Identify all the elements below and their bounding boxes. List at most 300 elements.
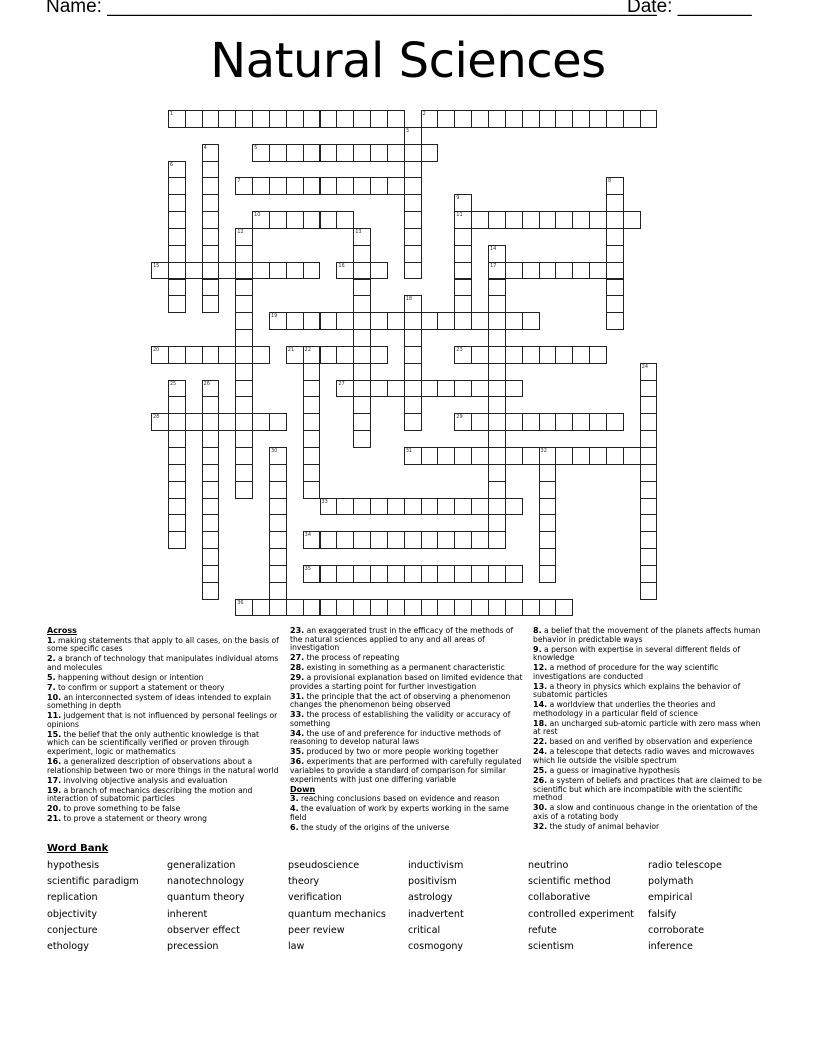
grid-cell[interactable] (303, 380, 321, 398)
grid-cell[interactable] (151, 262, 169, 280)
grid-cell[interactable] (168, 110, 186, 128)
grid-cell[interactable] (572, 447, 590, 465)
grid-cell[interactable] (640, 430, 658, 448)
grid-cell[interactable] (353, 279, 371, 297)
grid-cell[interactable] (606, 194, 624, 212)
grid-cell[interactable] (168, 346, 186, 364)
grid-cell[interactable] (353, 599, 371, 617)
grid-cell[interactable] (235, 464, 253, 482)
grid-cell[interactable] (353, 144, 371, 162)
grid-cell[interactable] (505, 447, 523, 465)
grid-cell[interactable] (252, 211, 270, 229)
grid-cell[interactable] (505, 380, 523, 398)
grid-cell[interactable] (572, 262, 590, 280)
grid-cell[interactable] (353, 329, 371, 347)
grid-cell[interactable] (185, 110, 203, 128)
grid-cell[interactable] (522, 413, 540, 431)
grid-cell[interactable] (640, 548, 658, 566)
grid-cell[interactable] (640, 396, 658, 414)
grid-cell[interactable] (522, 312, 540, 330)
grid-cell[interactable] (286, 346, 304, 364)
grid-cell[interactable] (303, 144, 321, 162)
grid-cell[interactable] (404, 413, 422, 431)
grid-cell[interactable] (488, 295, 506, 313)
grid-cell[interactable] (522, 447, 540, 465)
grid-cell[interactable] (505, 312, 523, 330)
grid-cell[interactable] (404, 161, 422, 179)
grid-cell[interactable] (488, 380, 506, 398)
grid-cell[interactable] (286, 144, 304, 162)
grid-cell[interactable] (505, 565, 523, 583)
grid-cell[interactable] (505, 211, 523, 229)
grid-cell[interactable] (471, 531, 489, 549)
grid-cell[interactable] (370, 498, 388, 516)
grid-cell[interactable] (202, 498, 220, 516)
grid-cell[interactable] (303, 481, 321, 499)
grid-cell[interactable] (606, 177, 624, 195)
grid-cell[interactable] (303, 346, 321, 364)
grid-cell[interactable] (589, 346, 607, 364)
grid-cell[interactable] (336, 599, 354, 617)
grid-cell[interactable] (252, 413, 270, 431)
grid-cell[interactable] (640, 481, 658, 499)
grid-cell[interactable] (235, 380, 253, 398)
grid-cell[interactable] (471, 413, 489, 431)
grid-cell[interactable] (589, 413, 607, 431)
grid-cell[interactable] (454, 413, 472, 431)
grid-cell[interactable] (151, 413, 169, 431)
grid-cell[interactable] (404, 346, 422, 364)
grid-cell[interactable] (539, 565, 557, 583)
grid-cell[interactable] (370, 144, 388, 162)
grid-cell[interactable] (387, 565, 405, 583)
grid-cell[interactable] (421, 531, 439, 549)
grid-cell[interactable] (286, 262, 304, 280)
grid-cell[interactable] (505, 262, 523, 280)
grid-cell[interactable] (606, 413, 624, 431)
grid-cell[interactable] (336, 110, 354, 128)
grid-cell[interactable] (505, 346, 523, 364)
grid-cell[interactable] (235, 295, 253, 313)
grid-cell[interactable] (471, 211, 489, 229)
grid-cell[interactable] (202, 413, 220, 431)
grid-cell[interactable] (370, 110, 388, 128)
grid-cell[interactable] (522, 599, 540, 617)
grid-cell[interactable] (370, 565, 388, 583)
grid-cell[interactable] (589, 211, 607, 229)
grid-cell[interactable] (269, 464, 287, 482)
grid-cell[interactable] (539, 110, 557, 128)
grid-cell[interactable] (202, 380, 220, 398)
grid-cell[interactable] (336, 262, 354, 280)
grid-cell[interactable] (269, 565, 287, 583)
grid-cell[interactable] (488, 481, 506, 499)
grid-cell[interactable] (522, 110, 540, 128)
grid-cell[interactable] (269, 177, 287, 195)
grid-cell[interactable] (454, 346, 472, 364)
grid-cell[interactable] (437, 599, 455, 617)
grid-cell[interactable] (539, 346, 557, 364)
grid-cell[interactable] (539, 447, 557, 465)
grid-cell[interactable] (522, 211, 540, 229)
grid-cell[interactable] (235, 396, 253, 414)
grid-cell[interactable] (555, 346, 573, 364)
grid-cell[interactable] (303, 447, 321, 465)
grid-cell[interactable] (269, 531, 287, 549)
grid-cell[interactable] (606, 279, 624, 297)
grid-cell[interactable] (269, 599, 287, 617)
grid-cell[interactable] (235, 346, 253, 364)
grid-cell[interactable] (404, 177, 422, 195)
grid-cell[interactable] (303, 531, 321, 549)
grid-cell[interactable] (454, 312, 472, 330)
grid-cell[interactable] (640, 363, 658, 381)
grid-cell[interactable] (488, 211, 506, 229)
grid-cell[interactable] (336, 177, 354, 195)
grid-cell[interactable] (168, 464, 186, 482)
grid-cell[interactable] (387, 110, 405, 128)
grid-cell[interactable] (404, 228, 422, 246)
grid-cell[interactable] (421, 498, 439, 516)
grid-cell[interactable] (539, 262, 557, 280)
grid-cell[interactable] (387, 177, 405, 195)
grid-cell[interactable] (353, 363, 371, 381)
grid-cell[interactable] (168, 430, 186, 448)
grid-cell[interactable] (555, 110, 573, 128)
grid-cell[interactable] (252, 110, 270, 128)
grid-cell[interactable] (437, 447, 455, 465)
grid-cell[interactable] (303, 413, 321, 431)
grid-cell[interactable] (168, 228, 186, 246)
grid-cell[interactable] (539, 481, 557, 499)
grid-cell[interactable] (320, 211, 338, 229)
grid-cell[interactable] (404, 396, 422, 414)
grid-cell[interactable] (488, 464, 506, 482)
grid-cell[interactable] (353, 498, 371, 516)
grid-cell[interactable] (404, 262, 422, 280)
grid-cell[interactable] (471, 565, 489, 583)
grid-cell[interactable] (640, 565, 658, 583)
grid-cell[interactable] (218, 413, 236, 431)
grid-cell[interactable] (404, 127, 422, 145)
grid-cell[interactable] (404, 447, 422, 465)
grid-cell[interactable] (235, 329, 253, 347)
grid-cell[interactable] (168, 498, 186, 516)
grid-cell[interactable] (252, 144, 270, 162)
grid-cell[interactable] (353, 531, 371, 549)
grid-cell[interactable] (471, 110, 489, 128)
grid-cell[interactable] (454, 110, 472, 128)
grid-cell[interactable] (235, 110, 253, 128)
grid-cell[interactable] (336, 498, 354, 516)
grid-cell[interactable] (606, 447, 624, 465)
grid-cell[interactable] (421, 565, 439, 583)
grid-cell[interactable] (269, 110, 287, 128)
grid-cell[interactable] (202, 514, 220, 532)
grid-cell[interactable] (218, 110, 236, 128)
grid-cell[interactable] (168, 211, 186, 229)
grid-cell[interactable] (353, 396, 371, 414)
grid-cell[interactable] (606, 110, 624, 128)
grid-cell[interactable] (168, 514, 186, 532)
grid-cell[interactable] (471, 447, 489, 465)
grid-cell[interactable] (387, 144, 405, 162)
grid-cell[interactable] (235, 413, 253, 431)
grid-cell[interactable] (539, 211, 557, 229)
grid-cell[interactable] (539, 531, 557, 549)
grid-cell[interactable] (168, 161, 186, 179)
grid-cell[interactable] (640, 464, 658, 482)
grid-cell[interactable] (303, 599, 321, 617)
grid-cell[interactable] (454, 599, 472, 617)
grid-cell[interactable] (454, 565, 472, 583)
grid-cell[interactable] (252, 599, 270, 617)
grid-cell[interactable] (404, 295, 422, 313)
grid-cell[interactable] (168, 531, 186, 549)
grid-cell[interactable] (168, 295, 186, 313)
grid-cell[interactable] (353, 262, 371, 280)
grid-cell[interactable] (336, 531, 354, 549)
grid-cell[interactable] (202, 211, 220, 229)
grid-cell[interactable] (404, 312, 422, 330)
grid-cell[interactable] (387, 312, 405, 330)
grid-cell[interactable] (454, 531, 472, 549)
grid-cell[interactable] (370, 312, 388, 330)
grid-cell[interactable] (269, 481, 287, 499)
grid-cell[interactable] (353, 110, 371, 128)
grid-cell[interactable] (539, 514, 557, 532)
grid-cell[interactable] (488, 531, 506, 549)
grid-cell[interactable] (235, 228, 253, 246)
grid-cell[interactable] (202, 245, 220, 263)
grid-cell[interactable] (286, 177, 304, 195)
grid-cell[interactable] (336, 380, 354, 398)
grid-cell[interactable] (471, 312, 489, 330)
grid-cell[interactable] (488, 346, 506, 364)
grid-cell[interactable] (606, 295, 624, 313)
grid-cell[interactable] (269, 413, 287, 431)
grid-cell[interactable] (202, 228, 220, 246)
grid-cell[interactable] (623, 447, 641, 465)
grid-cell[interactable] (235, 177, 253, 195)
grid-cell[interactable] (185, 413, 203, 431)
grid-cell[interactable] (606, 312, 624, 330)
grid-cell[interactable] (353, 430, 371, 448)
grid-cell[interactable] (404, 363, 422, 381)
grid-cell[interactable] (269, 498, 287, 516)
grid-cell[interactable] (572, 413, 590, 431)
grid-cell[interactable] (623, 211, 641, 229)
grid-cell[interactable] (606, 262, 624, 280)
grid-cell[interactable] (404, 599, 422, 617)
grid-cell[interactable] (202, 346, 220, 364)
grid-cell[interactable] (640, 514, 658, 532)
grid-cell[interactable] (235, 481, 253, 499)
grid-cell[interactable] (303, 464, 321, 482)
grid-cell[interactable] (303, 312, 321, 330)
grid-cell[interactable] (437, 565, 455, 583)
grid-cell[interactable] (471, 599, 489, 617)
grid-cell[interactable] (421, 447, 439, 465)
grid-cell[interactable] (404, 380, 422, 398)
grid-cell[interactable] (168, 194, 186, 212)
grid-cell[interactable] (488, 245, 506, 263)
grid-cell[interactable] (539, 498, 557, 516)
grid-cell[interactable] (387, 599, 405, 617)
grid-cell[interactable] (370, 262, 388, 280)
grid-cell[interactable] (488, 279, 506, 297)
grid-cell[interactable] (202, 295, 220, 313)
grid-cell[interactable] (623, 110, 641, 128)
grid-cell[interactable] (539, 548, 557, 566)
grid-cell[interactable] (202, 194, 220, 212)
grid-cell[interactable] (202, 447, 220, 465)
grid-cell[interactable] (269, 447, 287, 465)
grid-cell[interactable] (235, 312, 253, 330)
grid-cell[interactable] (387, 380, 405, 398)
grid-cell[interactable] (387, 531, 405, 549)
grid-cell[interactable] (336, 346, 354, 364)
grid-cell[interactable] (269, 312, 287, 330)
grid-cell[interactable] (320, 144, 338, 162)
grid-cell[interactable] (404, 194, 422, 212)
grid-cell[interactable] (539, 599, 557, 617)
grid-cell[interactable] (589, 262, 607, 280)
grid-cell[interactable] (202, 531, 220, 549)
grid-cell[interactable] (437, 498, 455, 516)
grid-cell[interactable] (555, 599, 573, 617)
grid-cell[interactable] (303, 565, 321, 583)
grid-cell[interactable] (353, 295, 371, 313)
grid-cell[interactable] (336, 144, 354, 162)
grid-cell[interactable] (505, 413, 523, 431)
grid-cell[interactable] (454, 211, 472, 229)
grid-cell[interactable] (370, 346, 388, 364)
grid-cell[interactable] (606, 211, 624, 229)
grid-cell[interactable] (589, 447, 607, 465)
grid-cell[interactable] (202, 177, 220, 195)
grid-cell[interactable] (437, 110, 455, 128)
grid-cell[interactable] (202, 430, 220, 448)
grid-cell[interactable] (218, 262, 236, 280)
grid-cell[interactable] (286, 312, 304, 330)
grid-cell[interactable] (640, 413, 658, 431)
grid-cell[interactable] (421, 312, 439, 330)
grid-cell[interactable] (303, 211, 321, 229)
grid-cell[interactable] (488, 312, 506, 330)
grid-cell[interactable] (471, 498, 489, 516)
grid-cell[interactable] (437, 531, 455, 549)
grid-cell[interactable] (353, 177, 371, 195)
grid-cell[interactable] (640, 447, 658, 465)
grid-cell[interactable] (488, 363, 506, 381)
grid-cell[interactable] (235, 599, 253, 617)
grid-cell[interactable] (437, 312, 455, 330)
grid-cell[interactable] (421, 110, 439, 128)
grid-cell[interactable] (202, 582, 220, 600)
grid-cell[interactable] (202, 565, 220, 583)
grid-cell[interactable] (303, 110, 321, 128)
grid-cell[interactable] (168, 279, 186, 297)
grid-cell[interactable] (589, 110, 607, 128)
grid-cell[interactable] (269, 262, 287, 280)
grid-cell[interactable] (488, 110, 506, 128)
grid-cell[interactable] (437, 380, 455, 398)
grid-cell[interactable] (151, 346, 169, 364)
grid-cell[interactable] (235, 363, 253, 381)
grid-cell[interactable] (185, 262, 203, 280)
grid-cell[interactable] (320, 312, 338, 330)
grid-cell[interactable] (353, 346, 371, 364)
grid-cell[interactable] (539, 464, 557, 482)
grid-cell[interactable] (168, 177, 186, 195)
grid-cell[interactable] (168, 413, 186, 431)
grid-cell[interactable] (252, 262, 270, 280)
grid-cell[interactable] (572, 110, 590, 128)
grid-cell[interactable] (505, 599, 523, 617)
grid-cell[interactable] (640, 582, 658, 600)
grid-cell[interactable] (286, 599, 304, 617)
grid-cell[interactable] (454, 498, 472, 516)
grid-cell[interactable] (168, 481, 186, 499)
grid-cell[interactable] (421, 599, 439, 617)
grid-cell[interactable] (336, 211, 354, 229)
grid-cell[interactable] (218, 346, 236, 364)
grid-cell[interactable] (505, 498, 523, 516)
grid-cell[interactable] (539, 413, 557, 431)
grid-cell[interactable] (286, 211, 304, 229)
grid-cell[interactable] (235, 279, 253, 297)
grid-cell[interactable] (555, 262, 573, 280)
grid-cell[interactable] (202, 144, 220, 162)
grid-cell[interactable] (404, 329, 422, 347)
grid-cell[interactable] (303, 430, 321, 448)
grid-cell[interactable] (303, 363, 321, 381)
grid-cell[interactable] (202, 464, 220, 482)
grid-cell[interactable] (505, 110, 523, 128)
grid-cell[interactable] (336, 565, 354, 583)
grid-cell[interactable] (303, 262, 321, 280)
grid-cell[interactable] (488, 430, 506, 448)
grid-cell[interactable] (269, 144, 287, 162)
grid-cell[interactable] (202, 279, 220, 297)
grid-cell[interactable] (303, 177, 321, 195)
grid-cell[interactable] (522, 262, 540, 280)
grid-cell[interactable] (252, 177, 270, 195)
grid-cell[interactable] (640, 531, 658, 549)
grid-cell[interactable] (235, 245, 253, 263)
grid-cell[interactable] (555, 447, 573, 465)
grid-cell[interactable] (454, 295, 472, 313)
grid-cell[interactable] (320, 346, 338, 364)
grid-cell[interactable] (336, 312, 354, 330)
grid-cell[interactable] (488, 329, 506, 347)
grid-cell[interactable] (454, 262, 472, 280)
grid-cell[interactable] (606, 228, 624, 246)
grid-cell[interactable] (404, 565, 422, 583)
grid-cell[interactable] (353, 312, 371, 330)
grid-cell[interactable] (606, 245, 624, 263)
grid-cell[interactable] (303, 396, 321, 414)
grid-cell[interactable] (320, 498, 338, 516)
grid-cell[interactable] (353, 245, 371, 263)
grid-cell[interactable] (370, 177, 388, 195)
grid-cell[interactable] (488, 565, 506, 583)
grid-cell[interactable] (202, 548, 220, 566)
grid-cell[interactable] (353, 228, 371, 246)
grid-cell[interactable] (353, 565, 371, 583)
grid-cell[interactable] (488, 262, 506, 280)
